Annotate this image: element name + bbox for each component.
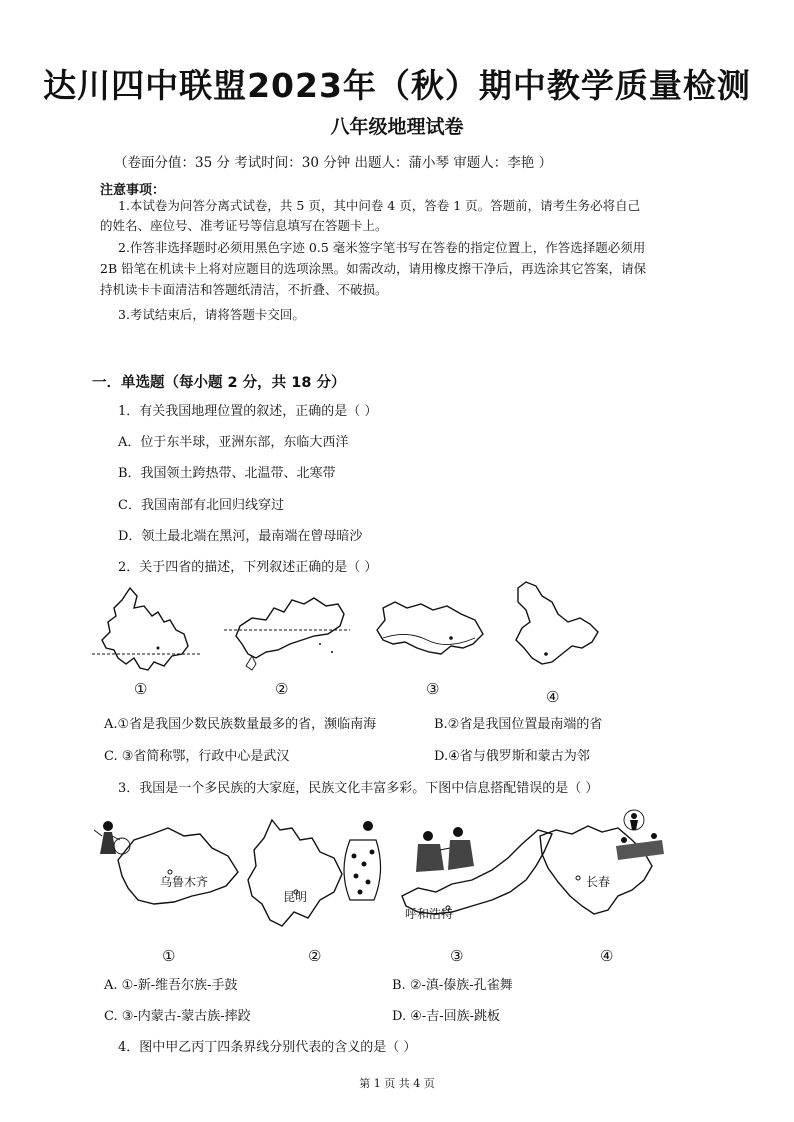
note-line-4: 2B 铅笔在机读卡上将对应题目的选项涂黑。如需改动，请用橡皮擦干净后，再选涂其它答案，请保	[100, 261, 647, 276]
map-label-urumqi: 乌鲁木齐	[160, 875, 209, 889]
ethnic-map-2	[248, 820, 381, 926]
q2-caption-2: ②	[275, 680, 289, 698]
q3-option-b: B. ②-滇-傣族-孔雀舞	[392, 978, 513, 993]
ethnic-map-1	[94, 821, 238, 904]
q1-option-a: A．位于东半球，亚洲东部，东临大西洋	[118, 435, 349, 450]
q1-option-c: C．我国南部有北回归线穿过	[118, 498, 284, 513]
q2-caption-4: ④	[546, 688, 560, 706]
wrestlers-icon	[416, 827, 474, 872]
q2-option-b: B.②省是我国位置最南端的省	[434, 717, 603, 732]
note-line-3: 2.作答非选择题时必须用黑色字迹 0.5 毫米签字笔书写在答卷的指定位置上，作答选择题必须用	[118, 240, 646, 255]
q3-option-a: A. ①-新-维吾尔族-手鼓	[104, 978, 238, 993]
q2-caption-3: ③	[426, 680, 440, 698]
exam-subtitle: 八年级地理试卷	[330, 116, 464, 138]
notes-heading: 注意事项：	[100, 183, 166, 198]
q1-stem: 1．有关我国地理位置的叙述，正确的是（ ）	[118, 404, 378, 419]
q3-caption-3: ③	[450, 947, 464, 965]
note-line-2: 的姓名、座位号、准考证号等信息填写在答题卡上。	[100, 218, 388, 233]
q1-option-b: B．我国领土跨热带、北温带、北寒带	[118, 466, 336, 481]
map-label-hohhot: 呼和浩特	[405, 907, 454, 921]
province-map-1	[92, 588, 200, 670]
q3-caption-4: ④	[600, 947, 614, 965]
province-map-3	[377, 602, 483, 654]
q2-province-maps	[92, 578, 612, 678]
q3-stem: 3．我国是一个多民族的大家庭，民族文化丰富多彩。下图中信息搭配错误的是（ ）	[118, 781, 599, 796]
province-map-2	[224, 598, 350, 670]
ethnic-map-3	[402, 827, 552, 914]
q2-stem: 2．关于四省的描述，下列叙述正确的是（ ）	[118, 560, 378, 575]
q3-option-d: D. ④-吉-回族-跳板	[392, 1009, 501, 1024]
ethnic-map-4	[540, 810, 664, 914]
q2-option-d: D.④省与俄罗斯和蒙古为邻	[434, 749, 590, 764]
q3-option-c: C. ③-内蒙古-蒙古族-摔跤	[104, 1009, 251, 1024]
q2-option-a: A.①省是我国少数民族数量最多的省，濒临南海	[104, 717, 377, 732]
q2-caption-1: ①	[134, 680, 148, 698]
note-line-1: 1.本试卷为问答分离式试卷，共 5 页，其中问卷 4 页，答卷 1 页。答题前，请考生务必将自己	[118, 198, 641, 213]
peacock-dancer-icon	[344, 821, 381, 900]
seesaw-dancers-icon	[616, 810, 664, 860]
q1-option-d: D．领土最北端在黑河，最南端在曾母暗沙	[118, 529, 363, 544]
note-line-6: 3.考试结束后，请将答题卡交回。	[118, 307, 305, 322]
q3-caption-1: ①	[162, 947, 176, 965]
q4-stem: 4．图中甲乙丙丁四条界线分别代表的含义的是（ ）	[118, 1040, 417, 1055]
q3-caption-2: ②	[308, 947, 322, 965]
map-label-kunming: 昆明	[283, 890, 308, 904]
section-title: 一．单选题（每小题 2 分，共 18 分）	[92, 375, 346, 391]
drum-dancer-icon	[94, 821, 130, 854]
page-footer: 第 1 页 共 4 页	[359, 1077, 435, 1090]
q2-option-c: C. ③省简称鄂，行政中心是武汉	[104, 749, 290, 764]
note-line-5: 持机读卡卡面清洁和答题纸清洁，不折叠、不破损。	[100, 282, 388, 297]
exam-title: 达川四中联盟2023年（秋）期中教学质量检测	[43, 66, 751, 105]
exam-info: （卷面分值：35 分 考试时间：30 分钟 出题人：蒲小琴 审题人：李艳 ）	[114, 155, 553, 171]
province-map-4	[516, 582, 598, 664]
map-label-changchun: 长春	[586, 875, 611, 889]
